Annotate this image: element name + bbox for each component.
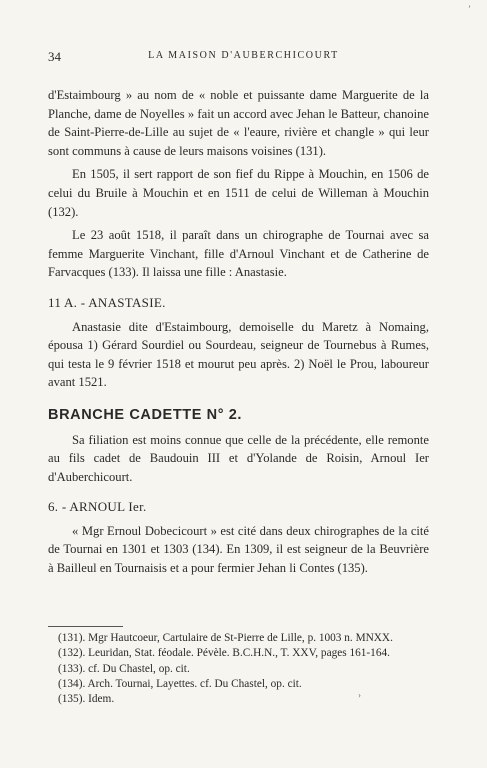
footnote-135: (135). Idem. xyxy=(58,693,115,706)
scan-speck: › xyxy=(358,690,361,700)
paragraph-filiation: Sa filiation est moins connue que celle de la précédente, elle remonte au fils cadet de Baudouin III et d'Yolande de Roisin, Arnoul Ier d'Auberchicourt. xyxy=(48,432,429,484)
page-header xyxy=(48,49,439,65)
footnote-133: (133). cf. Du Chastel, op. cit. xyxy=(58,662,190,675)
scan-speck: ’ xyxy=(468,4,471,14)
paragraph-anastasie: Anastasie dite d'Estaimbourg, demoiselle du Maretz à Nomaing, épousa 1) Gérard Sourdiel ou Sourdeau, seigneur de Tournebus à Rumes, qui testa le 9 février 1518 et mourut peu après. 2) Noël le Prou, laboureur avant 1521. xyxy=(48,319,429,390)
footnote-134: (134). Arch. Tournai, Layettes. cf. Du Chastel, op. cit. xyxy=(58,677,302,690)
page-number: 34 xyxy=(48,49,61,64)
section-heading-anastasie: 11 A. - ANASTASIE. xyxy=(48,294,166,310)
footnote-131: (131). Mgr Hautcoeur, Cartulaire de St-Pierre de Lille, p. 1003 n. MNXX. xyxy=(58,632,393,644)
footnotes xyxy=(58,631,430,707)
running-title: LA MAISON D'AUBERCHICOURT xyxy=(148,50,339,61)
branch-heading: BRANCHE CADETTE N° 2. xyxy=(48,406,243,423)
paragraph-fiefs: En 1505, il sert rapport de son fief du Rippe à Mouchin, en 1506 de celui du Bruile à Mouchin et en 1511 de celui de Willeman à Mouchin (132). xyxy=(48,167,429,219)
paragraph-continued: d'Estaimbourg » au nom de « noble et puissante dame Marguerite de la Planche, dame de Noyelles » fait un accord avec Jehan le Batteur, chanoine de Saint-Pierre-de-Lille au sujet de « l'eaure, rivière et changle » qui leur sont communs à cause de leurs maisons voisines (131). xyxy=(48,88,429,158)
footnote-132: (132). Leuridan, Stat. féodale. Pévèle. B.C.H.N., T. XXV, pages 161-164. xyxy=(58,647,390,660)
body-text xyxy=(48,86,429,578)
footnote-rule xyxy=(48,626,123,627)
section-heading-arnoul: 6. - ARNOUL Ier. xyxy=(48,499,147,515)
paragraph-arnoul: « Mgr Ernoul Dobecicourt » est cité dans deux chirographes de la cité de Tournai en 1301 et 1303 (134). En 1309, il est seigneur de la Beuvrière à Bailleul en Tournaisis et a pour fermier Jehan li Contes (135). xyxy=(48,523,429,576)
paragraph-chirographe: Le 23 août 1518, il paraît dans un chirographe de Tournai avec sa femme Marguerite Vinchant, fille d'Arnoul Vinchant et de Catherine de Farvacques (133). Il laissa une fille : Anastasie. xyxy=(48,228,429,280)
